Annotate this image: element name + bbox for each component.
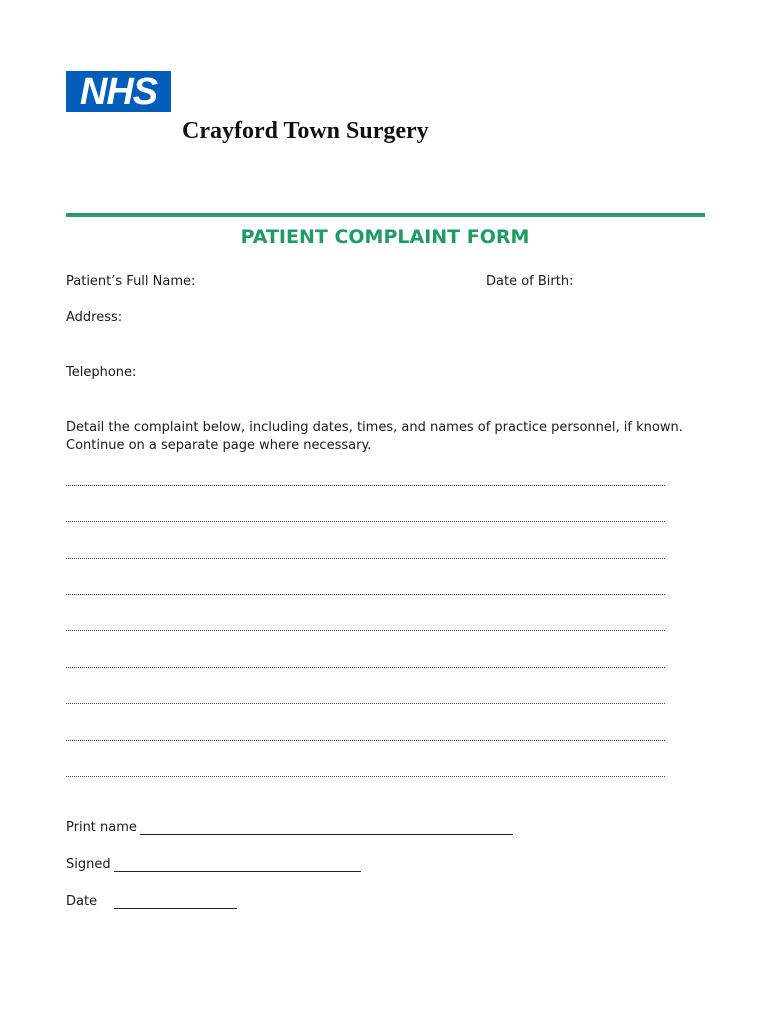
header-divider [66,213,705,217]
form-title: PATIENT COMPLAINT FORM [240,226,530,248]
complaint-instructions [66,419,686,455]
print-name-field[interactable] [140,822,513,835]
nhs-logo [66,71,171,112]
complaint-line[interactable] [66,667,665,668]
date-field[interactable] [114,896,237,909]
complaint-line[interactable] [66,485,665,486]
print-name-row [66,820,513,835]
complaint-line[interactable] [66,740,665,741]
instruction-line: Detail the complaint below, including dates, times, and names of practice personnel, if known. [66,420,683,435]
telephone-label: Telephone: [66,365,137,380]
dob-label: Date of Birth: [486,274,574,289]
date-row [66,894,237,909]
address-label: Address: [66,310,123,325]
print-name-label: Print name [66,820,137,835]
signed-label: Signed [66,857,111,872]
instruction-line: Continue on a separate page where necessary. [66,438,372,453]
full-name-label: Patient’s Full Name: [66,274,196,289]
complaint-line[interactable] [66,630,665,631]
complaint-line[interactable] [66,521,665,522]
complaint-line[interactable] [66,558,665,559]
signed-field[interactable] [114,859,361,872]
date-label: Date [66,894,98,909]
nhs-logo-text: NHS [79,70,158,113]
signed-row [66,857,361,872]
complaint-line[interactable] [66,776,665,777]
practice-name: Crayford Town Surgery [182,118,429,144]
complaint-line[interactable] [66,594,665,595]
complaint-line[interactable] [66,703,665,704]
